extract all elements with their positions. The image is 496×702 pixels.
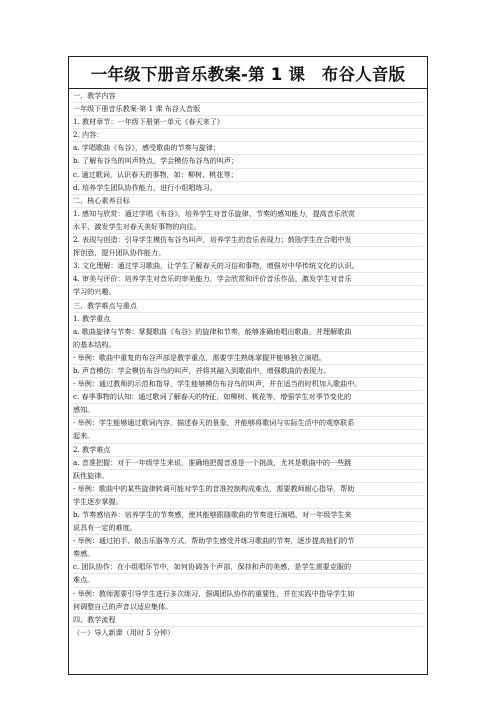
text-line: b. 声音模仿：学会模仿布谷鸟的叫声，并将其融入到歌曲中，增强歌曲的表现力。 <box>73 365 423 378</box>
text-line: 三、教学难点与重点 <box>73 300 423 313</box>
text-line: 学习的兴趣。 <box>73 286 423 299</box>
text-line: 学生逐步掌握。 <box>73 496 423 509</box>
text-line: 跃性旋律。 <box>73 470 423 483</box>
document-body <box>68 88 428 675</box>
text-line: 一年级下册音乐教案-第 1 课 布谷人音版 <box>73 103 423 116</box>
text-line: 3. 文化理解：通过学习歌曲，让学生了解春天的习俗和事物，增强对中华传统文化的认识。 <box>73 260 423 273</box>
text-line: c. 春季事物的认知：通过歌词了解春天的特征，如柳树、桃花等，增强学生对季节变化的 <box>73 391 423 404</box>
text-line: - 举例：教师需要引导学生进行多次练习，强调团队协作的重要性，并在实践中指导学生如 <box>73 588 423 601</box>
text-line: 2. 表现与创造：引导学生模仿布谷鸟叫声，培养学生的音乐表现力；鼓励学生在合唱中发 <box>73 234 423 247</box>
text-line: 1. 感知与欣赏：通过学唱《布谷》，培养学生对音乐旋律、节奏的感知能力，提高音乐欣赏 <box>73 208 423 221</box>
text-line: 2. 教学难点 <box>73 444 423 457</box>
document-page <box>68 56 428 675</box>
text-line: 说具有一定的难度。 <box>73 522 423 535</box>
text-line: 感知。 <box>73 404 423 417</box>
text-line: - 举例：通过拍手、敲击乐器等方式，帮助学生感受并练习歌曲的节奏，逐步提高他们的节 <box>73 535 423 548</box>
text-line: 奏感。 <box>73 548 423 561</box>
text-line: 水平，激发学生对春天美好事物的向往。 <box>73 221 423 234</box>
text-line: - 举例：歌曲中的某些旋律转调可能对学生的音准控制构成难点，需要教师耐心指导，帮助 <box>73 483 423 496</box>
text-line: 四、教学流程 <box>73 614 423 627</box>
text-line: 的基本结构。 <box>73 339 423 352</box>
text-line: 4. 审美与评价：培养学生对音乐的审美能力，学会欣赏和评价音乐作品，激发学生对音乐 <box>73 273 423 286</box>
text-line: 一、教学内容 <box>73 90 423 103</box>
text-line: b. 了解布谷鸟的叫声特点，学会模仿布谷鸟的叫声； <box>73 155 423 168</box>
page-title: 一年级下册音乐教案-第 1 课 布谷人音版 <box>90 64 406 84</box>
text-line: c. 团队协作：在小组唱环节中，如何协调各个声部，保持和声的美感，是学生需要克服的 <box>73 561 423 574</box>
text-line: b. 节奏感培养：培养学生的节奏感，使其能够跟随歌曲的节奏进行演唱，对一年级学生来 <box>73 509 423 522</box>
text-line: 挥创意，提升团队协作能力。 <box>73 247 423 260</box>
text-line: 1. 教学重点 <box>73 313 423 326</box>
text-line: a. 学唱歌曲《布谷》，感受歌曲的节奏与旋律； <box>73 142 423 155</box>
text-line: 2. 内容： <box>73 129 423 142</box>
text-line: d. 培养学生团队协作能力，进行小组唱练习。 <box>73 182 423 195</box>
text-line: 难点。 <box>73 574 423 587</box>
text-line: （一）导入新课（用时 5 分钟） <box>73 627 175 637</box>
text-line: 二、核心素养目标 <box>73 195 423 208</box>
text-line: a. 歌曲旋律与节奏：掌握歌曲《布谷》的旋律和节奏，能够准确地唱出歌曲，并理解歌曲 <box>73 326 423 339</box>
text-line: 何调整自己的声音以适应集体。 <box>73 601 423 614</box>
title-box <box>68 56 428 88</box>
text-line: c. 通过歌词，认识春天的事物，如：柳树、桃花等； <box>73 169 423 182</box>
text-line: - 举例：学生能够通过歌词内容，描述春天的景象，并能够将歌词与实际生活中的观察联系 <box>73 417 423 430</box>
text-line: a. 音准把握：对于一年级学生来说，准确地把握音准是一个挑战，尤其是歌曲中的一些跳 <box>73 457 423 470</box>
text-line: - 举例：通过教师的示范和指导，学生能够模仿布谷鸟的叫声，并在适当的时机加入歌曲中。 <box>73 378 423 391</box>
text-line: 1. 教材章节：一年级下册第一单元《春天来了》 <box>73 116 423 129</box>
text-line: - 举例：歌曲中重复的布谷声部是教学重点，需要学生熟练掌握并能够独立演唱。 <box>73 352 423 365</box>
text-line: 起来。 <box>73 430 423 443</box>
